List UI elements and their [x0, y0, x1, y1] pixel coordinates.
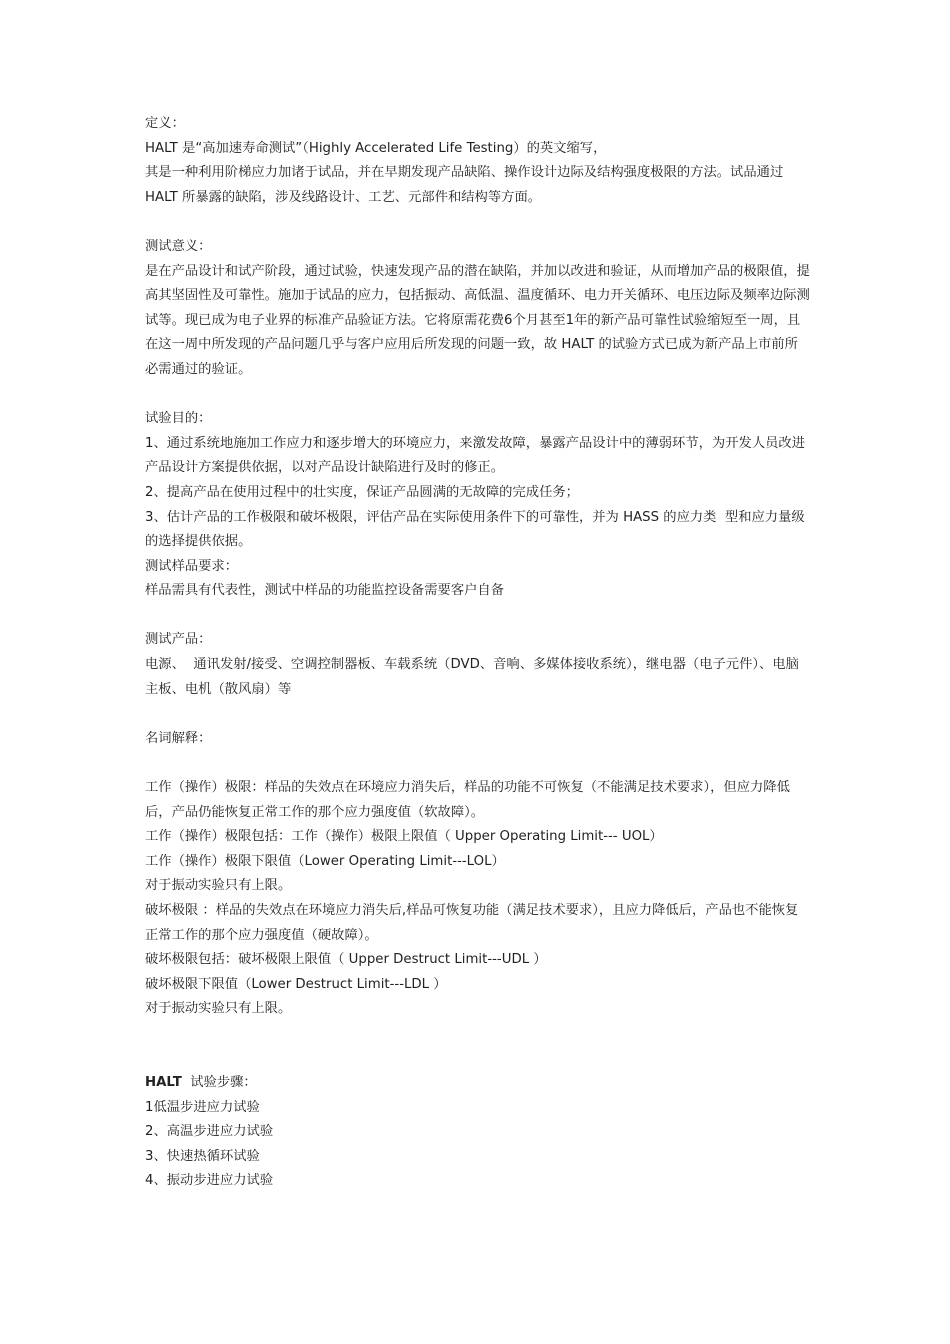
purpose-item: 2、提高产品在使用过程中的壮实度，保证产品圆满的无故障的完成任务；: [145, 484, 579, 500]
products-heading: 测试产品：: [145, 632, 212, 648]
purpose-item: 3、估计产品的工作极限和破坏极限，评估产品在实际使用条件下的可靠性，并为 HASS 的应力类 型和应力量级的选择提供依据。: [145, 509, 805, 550]
terms-line: 工作（操作）极限：样品的失效点在环境应力消失后，样品的功能不可恢复（不能满足技术要求），但应力降低后，产品仍能恢复正常工作的那个应力强度值（软故障）。: [145, 780, 790, 820]
definition-heading: 定义：: [145, 116, 185, 131]
step-item: 3、快速热循环试验: [145, 1148, 260, 1164]
sample-text: 样品需具有代表性，测试中样品的功能监控设备需要客户自备: [145, 583, 505, 599]
terms-line: 对于振动实验只有上限。: [145, 1001, 292, 1017]
terms-line: 对于振动实验只有上限。: [145, 878, 292, 894]
significance-text: 是在产品设计和试产阶段，通过试验，快速发现产品的潜在缺陷，并加以改进和验证，从而增加产品的极限值，提高其坚固性及可靠性。施加于试品的应力，包括振动、高低温、温度循环、电力开关循环、电压边际及频率边际测试等。现已成为电子业界的标准产品验证方法。它将原需花费6个月甚至1年的新产品可靠性试验缩短至一周，且在这一周中所发现的产品问题几乎与客户应用后所发现的问题一致，故 HALT 的试验方式已成为新产品上市前所必需通过的验证。: [145, 263, 810, 377]
steps-heading-bold: HALT: [145, 1074, 182, 1090]
purpose-heading: 试验目的：: [145, 411, 212, 427]
significance-heading: 测试意义：: [145, 238, 212, 254]
definition-line: HALT 是“高加速寿命测试”（Highly Accelerated Life Testing）的英文缩写，: [145, 140, 607, 156]
definition-line: 其是一种利用阶梯应力加诸于试品，并在早期发现产品缺陷、操作设计边际及结构强度极限的方法。试品通过 HALT 所暴露的缺陷，涉及线路设计、工艺、元部件和结构等方面。: [145, 165, 788, 205]
terms-heading: 名词解释：: [145, 730, 212, 746]
steps-heading: [145, 1071, 810, 1096]
purpose-item: 1、通过系统地施加工作应力和逐步增大的环境应力，来激发故障，暴露产品设计中的薄弱环节，为开发人员改进产品设计方案提供依据，以对产品设计缺陷进行及时的修正。: [145, 435, 806, 476]
terms-line: 工作（操作）极限包括：工作（操作）极限上限值（ Upper Operating Limit--- UOL）: [145, 829, 663, 845]
step-item: 4、振动步进应力试验: [145, 1173, 274, 1189]
sample-heading: 测试样品要求：: [145, 558, 239, 574]
terms-line: 工作（操作）极限下限值（Lower Operating Limit---LOL）: [145, 853, 505, 869]
products-text: 电源、 通讯发射/接受、空调控制器板、车载系统（DVD、音响、多媒体接收系统），继电器（电子元件）、电脑主板、电机（散风扇）等: [145, 657, 799, 697]
step-item: 1低温步进应力试验: [145, 1099, 260, 1115]
steps-heading-rest: 试验步骤：: [181, 1074, 257, 1090]
terms-line: 破坏极限下限值（Lower Destruct Limit---LDL ）: [145, 976, 447, 992]
terms-line: 破坏极限包括：破坏极限上限值（ Upper Destruct Limit---UDL ）: [145, 952, 547, 968]
terms-line: 破坏极限 ：样品的失效点在环境应力消失后,样品可恢复功能（满足技术要求），且应力降低后，产品也不能恢复正常工作的那个应力强度值（硬故障）。: [145, 903, 799, 943]
step-item: 2、高温步进应力试验: [145, 1124, 274, 1140]
document-body: [145, 112, 810, 1194]
